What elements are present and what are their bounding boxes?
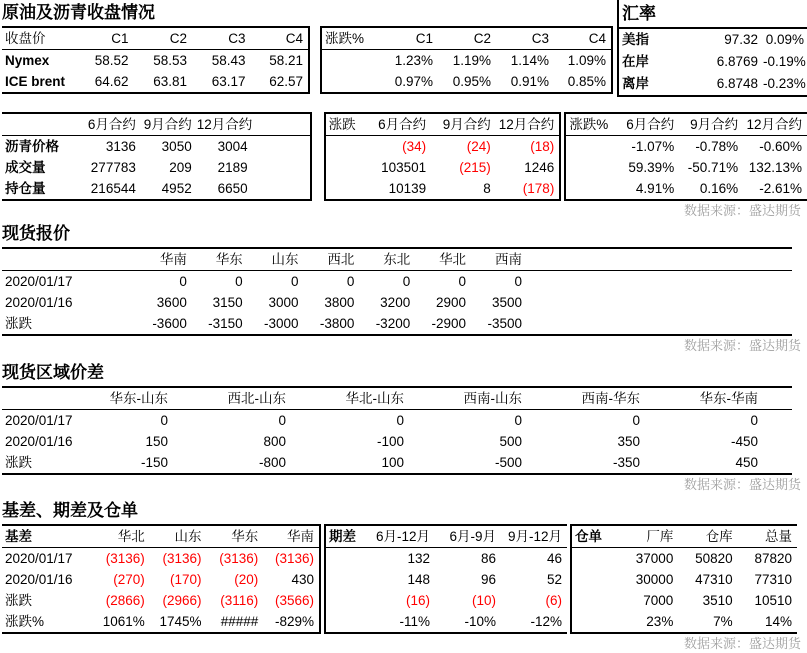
cell-value: -3150 <box>208 316 243 331</box>
row-label <box>325 548 369 570</box>
cell-value: 1.09% <box>567 53 606 68</box>
cell-value: 0 <box>160 413 168 428</box>
cell-value: -2900 <box>431 316 467 331</box>
column-header: 6月-9月 <box>435 525 501 548</box>
term-spread-table <box>324 524 567 634</box>
crude-tables-row <box>2 26 613 94</box>
cell-value: 3050 <box>161 139 192 154</box>
cell-value: -3500 <box>487 316 522 331</box>
cell-value: 103501 <box>381 160 427 175</box>
table-row <box>2 71 309 93</box>
cell-value: -0.78% <box>695 139 739 154</box>
cell-value: 0 <box>291 274 299 289</box>
cell-value: 0.09% <box>765 32 804 47</box>
cell-value: 1.23% <box>394 53 433 68</box>
cell-value: (178) <box>522 181 555 196</box>
column-header: 6月-12月 <box>369 525 435 548</box>
cell-value: (170) <box>169 572 202 587</box>
crude-section-title: 原油及沥青收盘情况 <box>2 3 155 22</box>
cell-value: 0 <box>278 413 286 428</box>
cell-value: 58.43 <box>211 53 246 68</box>
cell-value: 132 <box>407 551 430 566</box>
cell-value: 10510 <box>754 593 792 608</box>
column-header: C3 <box>192 27 251 50</box>
row-label <box>325 157 367 178</box>
cell-value: 58.21 <box>269 53 303 68</box>
cell-value: 62.57 <box>269 74 303 89</box>
cell-value: -150 <box>140 455 168 470</box>
column-header: C4 <box>251 27 310 50</box>
cell-value: 1.19% <box>452 53 491 68</box>
column-header: 6月合约 <box>85 113 141 136</box>
cell-value: -350 <box>612 455 640 470</box>
cell-value: 3500 <box>491 295 522 310</box>
cell-value: 0 <box>346 274 355 289</box>
cell-value: -2.61% <box>759 181 802 196</box>
row-label: 美指 <box>622 32 649 47</box>
column-header: 仓库 <box>678 525 737 548</box>
header-row <box>325 525 567 548</box>
table-row <box>325 590 567 611</box>
table-row <box>571 590 797 611</box>
cell-value: 6.8769 <box>716 54 758 69</box>
column-header: C2 <box>134 27 193 50</box>
cell-value: -450 <box>730 434 758 449</box>
column-header: 9月合约 <box>431 113 496 136</box>
cell-value: 0 <box>750 413 758 428</box>
row-label: ICE brent <box>5 74 66 89</box>
asphalt-contract-table <box>2 112 312 201</box>
cell-value: 1745% <box>159 614 202 629</box>
column-header: 9月合约 <box>141 113 197 136</box>
table-row <box>2 136 311 158</box>
basis-table <box>2 524 321 634</box>
cell-value: -500 <box>494 455 522 470</box>
column-header: C4 <box>554 27 612 50</box>
data-source-note: 数据来源：盛达期货 <box>683 636 801 651</box>
cell-value: 52 <box>546 572 562 587</box>
cell-value: 0 <box>632 413 640 428</box>
cell-value: 6650 <box>217 181 248 196</box>
cell-value: (10) <box>471 593 496 608</box>
warehouse-receipt-table <box>570 524 797 634</box>
column-header: C1 <box>75 27 134 50</box>
cell-value: 209 <box>169 160 192 175</box>
cell-value: 1.14% <box>510 53 549 68</box>
crude-and-fx-section <box>2 0 807 97</box>
cell-value: 96 <box>480 572 496 587</box>
cell-value: 63.17 <box>211 74 246 89</box>
cell-value: 7% <box>713 614 733 629</box>
table-row <box>565 178 807 200</box>
cell-value: (3136) <box>162 551 202 566</box>
table-row <box>325 136 561 158</box>
cell-value: (215) <box>459 160 491 175</box>
cell-value: -3000 <box>264 316 299 331</box>
cell-value: 800 <box>263 434 286 449</box>
cell-value: -100 <box>376 434 404 449</box>
cell-value: 3000 <box>268 295 299 310</box>
spacer <box>253 113 311 136</box>
column-header: 总量 <box>738 525 797 548</box>
cell-value: 0 <box>396 413 404 428</box>
cell-value: 0 <box>514 413 522 428</box>
cell-value: 97.32 <box>724 32 758 47</box>
regional-spread-section-title: 现货区域价差 <box>2 363 104 382</box>
table-row <box>571 548 797 570</box>
cell-value: 6.8748 <box>716 76 758 91</box>
cell-value: 2189 <box>217 160 248 175</box>
table-row <box>2 452 792 474</box>
header-row <box>2 525 320 548</box>
fx-section-title: 汇率 <box>619 0 807 29</box>
block-label: 基差 <box>2 525 93 548</box>
column-header: 西北-山东 <box>173 387 291 410</box>
cell-value: 0.95% <box>452 74 491 89</box>
block-label: 涨跌 <box>325 113 367 136</box>
cell-value: (6) <box>545 593 562 608</box>
row-label <box>565 136 615 158</box>
cell-value: (18) <box>530 139 555 154</box>
spacer <box>527 313 792 335</box>
cell-value: (2866) <box>105 593 145 608</box>
row-label <box>325 590 369 611</box>
cell-value: 46 <box>546 551 562 566</box>
cell-value: 30000 <box>635 572 674 587</box>
cell-value: 1246 <box>524 160 555 175</box>
cell-value: 100 <box>381 455 404 470</box>
cell-value: 77310 <box>754 572 792 587</box>
data-source-note: 数据来源：盛达期货 <box>683 338 801 353</box>
row-label <box>571 548 619 570</box>
row-label: 离岸 <box>622 76 649 91</box>
cell-value: (3136) <box>219 551 259 566</box>
row-label: Nymex <box>5 53 50 68</box>
cell-value: -3600 <box>152 316 187 331</box>
row-label: 2020/01/17 <box>5 413 73 428</box>
row-label <box>325 178 367 200</box>
cell-value: 3150 <box>212 295 243 310</box>
cell-value: 0.16% <box>699 181 739 196</box>
row-label: 涨跌 <box>5 593 32 608</box>
column-header: 华北 <box>415 248 471 271</box>
row-label <box>571 569 619 590</box>
cell-value: 59.39% <box>628 160 675 175</box>
table-row <box>2 50 309 72</box>
column-header: C3 <box>496 27 554 50</box>
column-header: 9月合约 <box>679 113 743 136</box>
cell-value: 2900 <box>436 295 467 310</box>
spacer <box>763 431 792 452</box>
column-header: 华东-华南 <box>645 387 763 410</box>
header-row <box>565 113 807 136</box>
spacer <box>763 410 792 432</box>
column-header: 西南 <box>471 248 527 271</box>
cell-value: 0 <box>235 274 243 289</box>
row-label: 2020/01/17 <box>5 274 73 289</box>
table-row <box>2 569 320 590</box>
cell-value: 0 <box>402 274 411 289</box>
column-header: C2 <box>438 27 496 50</box>
asphalt-section <box>2 112 807 201</box>
spacer <box>527 271 792 293</box>
column-header: 12月合约 <box>743 113 807 136</box>
cell-value: (2966) <box>162 593 202 608</box>
row-label <box>565 178 615 200</box>
column-header: 9月-12月 <box>501 525 567 548</box>
row-label <box>571 590 619 611</box>
row-label: 涨跌 <box>5 316 32 331</box>
block-label <box>2 248 136 271</box>
cell-value: 87820 <box>754 551 792 566</box>
column-header: 12月合约 <box>197 113 253 136</box>
column-header: 12月合约 <box>496 113 561 136</box>
column-header: C1 <box>380 27 438 50</box>
row-label <box>325 136 367 158</box>
row-label <box>325 611 369 633</box>
block-label <box>2 387 55 410</box>
cell-value: 1061% <box>102 614 145 629</box>
cell-value: 3800 <box>324 295 355 310</box>
block-label: 涨跌% <box>321 27 380 50</box>
cell-value: 86 <box>480 551 496 566</box>
table-row <box>2 292 792 313</box>
fx-rate-table <box>619 29 807 97</box>
cell-value: 216544 <box>90 181 136 196</box>
cell-value: 8 <box>483 181 491 196</box>
column-header: 华南 <box>136 248 192 271</box>
spacer <box>253 136 311 158</box>
spacer <box>253 157 311 178</box>
cell-value: 14% <box>764 614 792 629</box>
asphalt-change-table <box>324 112 562 201</box>
column-header: 东北 <box>359 248 415 271</box>
cell-value: 0.91% <box>510 74 549 89</box>
cell-value: 0 <box>514 274 522 289</box>
header-row <box>321 27 612 50</box>
cell-value: -50.71% <box>687 160 739 175</box>
cell-value: 3510 <box>702 593 733 608</box>
column-header: 华北-山东 <box>291 387 409 410</box>
cell-value: -829% <box>274 614 314 629</box>
header-row <box>2 113 311 136</box>
spacer <box>527 248 792 271</box>
column-header: 厂库 <box>619 525 678 548</box>
table-row <box>2 590 320 611</box>
data-source-note: 数据来源：盛达期货 <box>683 203 801 218</box>
cell-value: 50820 <box>695 551 733 566</box>
column-header: 西南-山东 <box>409 387 527 410</box>
crude-section <box>2 0 613 94</box>
row-label <box>565 157 615 178</box>
header-row <box>325 113 561 136</box>
cell-value: 3004 <box>217 139 248 154</box>
table-row <box>565 136 807 158</box>
cell-value: 7000 <box>643 593 674 608</box>
cell-value: (20) <box>234 572 259 587</box>
spacer <box>527 292 792 313</box>
cell-value: 63.81 <box>153 74 187 89</box>
data-source-note: 数据来源：盛达期货 <box>683 477 801 492</box>
cell-value: (24) <box>466 139 491 154</box>
cell-value: ##### <box>220 614 259 629</box>
spacer <box>253 178 311 200</box>
table-row <box>2 313 792 335</box>
table-row <box>321 50 612 72</box>
cell-value: -12% <box>530 614 562 629</box>
row-label: 涨跌% <box>5 614 45 629</box>
crude-change-pct-table <box>320 26 613 94</box>
cell-value: 64.62 <box>94 74 129 89</box>
cell-value: 132.13% <box>748 160 802 175</box>
header-row <box>2 248 792 271</box>
row-label <box>321 50 380 72</box>
row-label: 2020/01/17 <box>5 551 73 566</box>
fx-panel <box>617 0 807 97</box>
cell-value: 500 <box>499 434 522 449</box>
cell-value: 3200 <box>380 295 411 310</box>
block-label <box>2 113 85 136</box>
row-label <box>325 569 369 590</box>
row-label: 2020/01/16 <box>5 295 73 310</box>
table-row <box>619 29 807 51</box>
column-header: 西南-华东 <box>527 387 645 410</box>
cell-value: 58.52 <box>94 53 129 68</box>
cell-value: -0.19% <box>763 54 806 69</box>
cell-value: -3800 <box>319 316 355 331</box>
row-label: 持仓量 <box>5 181 46 196</box>
column-header: 华东 <box>192 248 248 271</box>
cell-value: 3136 <box>105 139 136 154</box>
row-label: 在岸 <box>622 54 649 69</box>
column-header: 西北 <box>304 248 360 271</box>
cell-value: 450 <box>735 455 758 470</box>
cell-value: 23% <box>646 614 674 629</box>
cell-value: (3136) <box>274 551 314 566</box>
spacer <box>763 387 792 410</box>
cell-value: -10% <box>464 614 496 629</box>
spacer <box>763 452 792 474</box>
cell-value: (270) <box>113 572 145 587</box>
table-row <box>2 431 792 452</box>
table-row <box>2 157 311 178</box>
table-row <box>325 178 561 200</box>
cell-value: 148 <box>407 572 430 587</box>
basis-section-title: 基差、期差及仓单 <box>2 501 138 520</box>
regional-spread-table <box>2 386 792 475</box>
block-label: 期差 <box>325 525 369 548</box>
cell-value: (3116) <box>220 593 259 608</box>
header-row <box>2 27 309 50</box>
cell-value: (3566) <box>274 593 314 608</box>
table-row <box>325 611 567 633</box>
asphalt-change-pct-table <box>564 112 807 201</box>
cell-value: 0.85% <box>567 74 606 89</box>
cell-value: -0.23% <box>763 76 806 91</box>
cell-value: 0 <box>179 274 187 289</box>
table-row <box>565 157 807 178</box>
crude-close-table <box>2 26 310 94</box>
cell-value: -1.07% <box>631 139 675 154</box>
table-row <box>325 548 567 570</box>
table-row <box>619 73 807 96</box>
cell-value: 150 <box>145 434 168 449</box>
table-row <box>321 71 612 93</box>
cell-value: 4.91% <box>635 181 675 196</box>
table-row <box>325 157 561 178</box>
table-row <box>325 569 567 590</box>
cell-value: (16) <box>405 593 430 608</box>
header-row <box>571 525 797 548</box>
table-row <box>571 569 797 590</box>
table-row <box>619 51 807 73</box>
row-label: 成交量 <box>5 160 46 175</box>
row-label: 2020/01/16 <box>5 434 73 449</box>
row-label: 沥青价格 <box>5 139 59 154</box>
cell-value: 350 <box>617 434 640 449</box>
cell-value: (34) <box>402 139 427 154</box>
cell-value: -800 <box>258 455 286 470</box>
cell-value: 37000 <box>635 551 674 566</box>
cell-value: (3136) <box>105 551 145 566</box>
table-row <box>2 548 320 570</box>
row-label <box>571 611 619 633</box>
row-label <box>321 71 380 93</box>
cell-value: -3200 <box>375 316 411 331</box>
column-header: 华东 <box>207 525 264 548</box>
basis-tables-row <box>2 524 807 634</box>
cell-value: 4952 <box>161 181 192 196</box>
spot-section-title: 现货报价 <box>2 224 70 243</box>
table-row <box>2 271 792 293</box>
cell-value: -0.60% <box>759 139 802 154</box>
table-row <box>2 611 320 633</box>
cell-value: 58.53 <box>153 53 187 68</box>
block-label: 收盘价 <box>2 27 75 50</box>
table-row <box>2 178 311 200</box>
column-header: 山东 <box>248 248 304 271</box>
column-header: 山东 <box>150 525 207 548</box>
block-label: 涨跌% <box>565 113 615 136</box>
cell-value: 47310 <box>695 572 733 587</box>
cell-value: 0 <box>458 274 467 289</box>
column-header: 华东-山东 <box>55 387 173 410</box>
column-header: 华北 <box>93 525 150 548</box>
table-row <box>2 410 792 432</box>
table-row <box>571 611 797 633</box>
cell-value: -11% <box>399 614 430 629</box>
cell-value: 277783 <box>90 160 136 175</box>
cell-value: 10139 <box>388 181 427 196</box>
header-row <box>2 387 792 410</box>
row-label: 涨跌 <box>5 455 32 470</box>
column-header: 华南 <box>263 525 320 548</box>
cell-value: 0.97% <box>394 74 433 89</box>
column-header: 6月合约 <box>615 113 679 136</box>
column-header: 6月合约 <box>367 113 432 136</box>
row-label: 2020/01/16 <box>5 572 73 587</box>
spot-price-table <box>2 247 792 336</box>
cell-value: 3600 <box>156 295 187 310</box>
block-label: 仓单 <box>571 525 619 548</box>
cell-value: 430 <box>291 572 314 587</box>
